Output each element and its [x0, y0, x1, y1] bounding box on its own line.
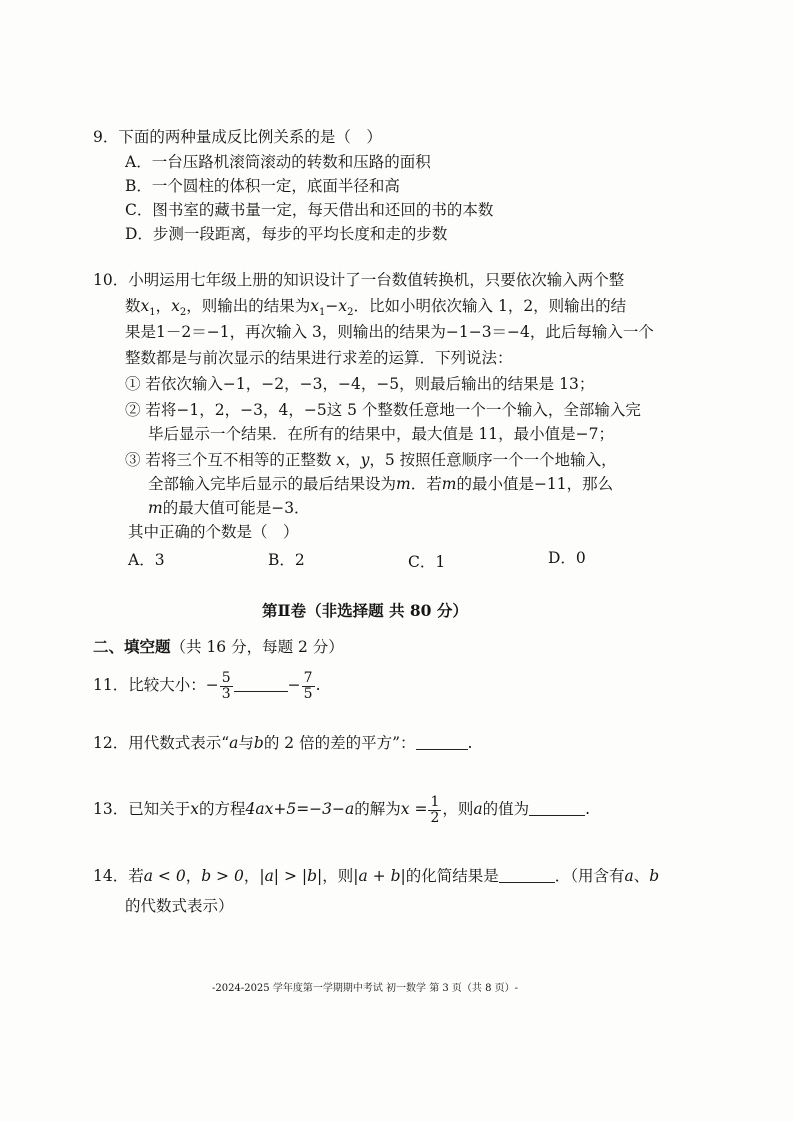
q11-prefix: 11．比较大小：	[93, 676, 206, 694]
q13	[93, 792, 590, 826]
var-a: a	[624, 867, 634, 885]
condition-b: b > 0	[201, 867, 244, 885]
q9-option-a: A．一台压路机滚筒滚动的转数和压路的面积	[125, 153, 431, 171]
period: .	[467, 734, 473, 752]
q10-text: ，	[155, 297, 172, 315]
q14-text: 的化简结果是	[405, 867, 499, 885]
q14-line-2: 的代数式表示）	[125, 897, 234, 915]
formula-x1-minus-x2: $x_1-x_2$	[310, 297, 354, 318]
section-2-title: 第Ⅱ卷（非选择题 共 80 分）	[262, 601, 468, 620]
denominator: 3	[221, 685, 231, 702]
q10-text: 数	[125, 297, 141, 315]
q10-text: ，	[345, 451, 361, 469]
q14-line-1: 14．若a < 0，b > 0，|a| > |b|，则|a + b|的化简结果是 ．（用含有a、b	[93, 867, 660, 885]
q11	[93, 668, 321, 702]
q10-statement-2b: 毕后显示一个结果．在所有的结果中，最大值是 11，最小值是−7；	[148, 425, 615, 443]
q10-statement-1: ① 若依次输入−1，−2，−3，−4，−5，则最后输出的结果是 13；	[125, 375, 595, 393]
q10-line-3: 果是1－2＝−1，再次输入 3，则输出的结果为−1−3＝−4，此后每输入一个	[125, 323, 654, 341]
q10-statement-2a: ② 若将−1，2，−3，4，−5这 5 个整数任意地一个一个输入，全部输入完	[125, 401, 641, 419]
q10-option-a: A．3	[128, 551, 165, 569]
abs-expression: |a + b|	[353, 867, 406, 885]
q10-line-4: 整数都是与前次显示的结果进行求差的运算．下列说法：	[125, 349, 513, 367]
q13-text: 的解为	[354, 800, 401, 818]
answer-blank[interactable]	[234, 677, 288, 692]
q13-text: 的方程	[198, 800, 246, 818]
fraction-1-2	[428, 795, 441, 826]
minus-sign: −	[205, 676, 219, 694]
var-a: a	[229, 734, 239, 752]
page-footer: -2024-2025 学年度第一学期期中考试 初一数学 第 3 页（共 8 页）-	[212, 983, 519, 994]
solution-var: x =	[400, 800, 428, 818]
q10-count: 其中正确的个数是（ ）	[128, 523, 299, 541]
q9-stem: 9．下面的两种量成反比例关系的是（ ）	[93, 128, 382, 146]
denominator: 5	[303, 685, 313, 702]
answer-blank[interactable]	[416, 735, 468, 750]
q9-option-b: B．一个圆柱的体积一定，底面半径和高	[125, 177, 400, 195]
q10-text: 全部输入完毕后显示的最后结果设为	[148, 475, 397, 493]
condition-a: a < 0	[143, 867, 186, 885]
q10-text: ③ 若将三个互不相等的正整数	[125, 451, 332, 469]
minus-sign: −	[287, 676, 301, 694]
q10-text: ，5 按照任意顺序一个一个地输入，	[369, 451, 617, 469]
answer-blank[interactable]	[529, 801, 585, 816]
q10-text: ，则输出的结果为	[186, 297, 311, 315]
denominator: 2	[430, 809, 440, 826]
q10-statement-3c	[148, 498, 310, 518]
numerator: 7	[303, 669, 313, 686]
q13-text: ，则	[442, 800, 474, 818]
part-2-title: 二、填空题	[93, 637, 171, 656]
q13-text: 13．已知关于	[93, 800, 191, 818]
q9-option-d: D．步测一段距离，每步的平均长度和走的步数	[125, 225, 448, 243]
q10-text: 的最大值可能是−3．	[162, 499, 310, 517]
q14-text: 14．若	[93, 867, 144, 885]
condition-abs: |a| > |b|	[259, 867, 323, 885]
var-x: x	[331, 451, 346, 469]
q10-option-d: D．0	[548, 549, 586, 567]
var-b: b	[253, 734, 264, 752]
q10-line-1: 10．小明运用七年级上册的知识设计了一台数值转换机，只要依次输入两个整	[93, 271, 625, 289]
numerator: 5	[221, 669, 231, 686]
var-x2: $x_2$	[171, 297, 187, 318]
q10-option-b: B．2	[268, 551, 305, 569]
q10-statement-3a	[125, 450, 617, 470]
q12	[93, 733, 472, 753]
period: .	[315, 676, 321, 694]
q10-text: ．若	[410, 475, 442, 493]
var-a: a	[473, 800, 483, 818]
q10-text: 的最小值是−11，那么	[456, 475, 614, 493]
q12-text: 12．用代数式表示“	[93, 734, 230, 752]
var-x: x	[190, 800, 199, 818]
q10-line-2	[125, 296, 626, 323]
fraction-7-5	[302, 671, 315, 702]
separator: 、	[633, 867, 650, 885]
q10-option-c: C．1	[408, 553, 446, 571]
q14-text: ．（用含有	[554, 867, 625, 885]
q14-text: ，则	[322, 867, 354, 885]
numerator: 1	[430, 793, 440, 810]
q9-option-c: C．图书室的藏书量一定，每天借出和还回的书的本数	[125, 201, 494, 219]
var-m: m	[441, 475, 457, 493]
part-2-heading	[93, 637, 344, 657]
fraction-5-3	[220, 671, 233, 702]
period: .	[585, 800, 591, 818]
q13-text: 的值为	[482, 800, 530, 818]
q10-statement-3b	[148, 474, 613, 494]
q10-text: ．比如小明依次输入 1，2，则输出的结	[353, 297, 627, 315]
answer-blank[interactable]	[499, 868, 555, 883]
var-x1: $x_1$	[140, 297, 156, 318]
var-y: y	[360, 451, 370, 469]
q12-text: 与	[238, 734, 254, 752]
var-m: m	[396, 475, 411, 493]
var-b: b	[649, 867, 660, 885]
equation: 4ax+5=−3−a	[245, 800, 355, 818]
q12-text: 的 2 倍的差的平方”：	[263, 734, 416, 752]
part-2-info: （共 16 分，每题 2 分）	[170, 638, 344, 656]
var-m: m	[148, 499, 163, 517]
